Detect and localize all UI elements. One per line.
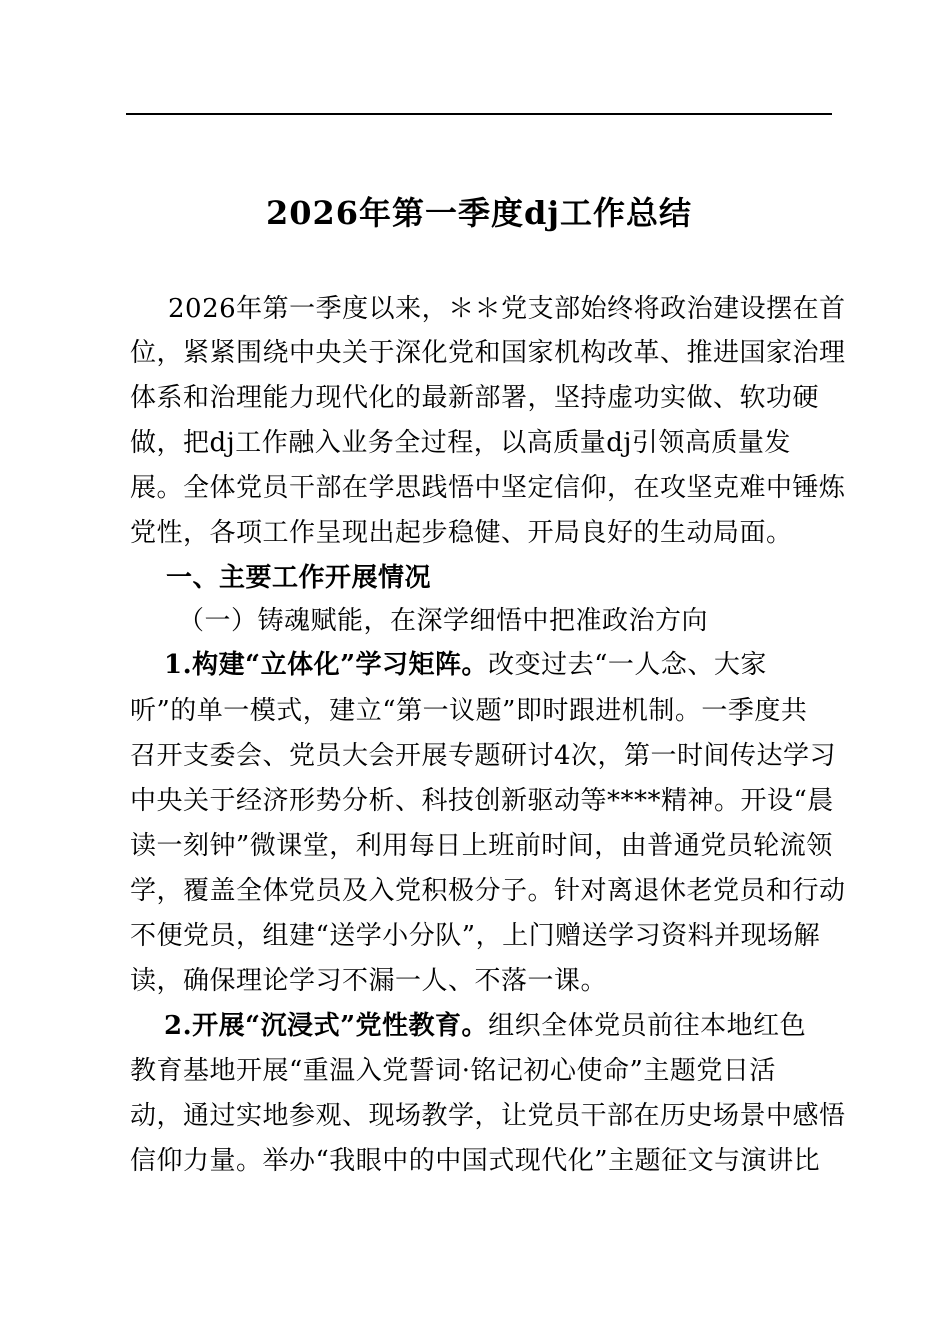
item-1-first-line: [164, 642, 830, 688]
header-rule: [126, 113, 832, 115]
item-2-line-3: 动，通过实地参观、现场教学，让党员干部在历史场景中感悟: [130, 1101, 846, 1131]
intro-line-1: 2026年第一季度以来，＊＊党支部始终将政治建设摆在首: [168, 294, 846, 324]
section-1-heading: 一、主要工作开展情况: [166, 563, 432, 593]
item-1-first-line-rest: 改变过去“一人念、大家: [488, 650, 767, 680]
item-1-line-3: 召开支委会、党员大会开展专题研讨4次，第一时间传达学习: [130, 741, 837, 771]
item-1-line-8: 读，确保理论学习不漏一人、不落一课。: [130, 966, 608, 996]
intro-line-5: 展。全体党员干部在学思践悟中坚定信仰，在攻坚克难中锤炼: [130, 473, 846, 503]
item-1-line-4: 中央关于经济形势分析、科技创新驱动等****精神。开设“晨: [130, 786, 834, 816]
subsection-1-heading: （一）铸魂赋能，在深学细悟中把准政治方向: [178, 606, 709, 636]
item-1-line-7: 不便党员，组建“送学小分队”，上门赠送学习资料并现场解: [130, 921, 821, 951]
item-2-lead: 2.开展“沉浸式”党性教育。: [164, 1011, 489, 1041]
item-1-line-5: 读一刻钟”微课堂，利用每日上班前时间，由普通党员轮流领: [130, 831, 833, 861]
item-1-lead: 1.构建“立体化”学习矩阵。: [164, 650, 489, 680]
item-2-line-2: 教育基地开展“重温入党誓词·铭记初心使命”主题党日活: [130, 1056, 776, 1086]
item-2-line-4: 信仰力量。举办“我眼中的中国式现代化”主题征文与演讲比: [130, 1146, 821, 1176]
intro-line-4: 做，把dj工作融入业务全过程，以高质量dj引领高质量发: [130, 428, 791, 458]
item-1-line-6: 学，覆盖全体党员及入党积极分子。针对离退休老党员和行动: [130, 876, 846, 906]
intro-line-6: 党性，各项工作呈现出起步稳健、开局良好的生动局面。: [130, 518, 793, 548]
item-2-first-line: [164, 1003, 830, 1049]
item-1-line-2: 听”的单一模式，建立“第一议题”即时跟进机制。一季度共: [130, 696, 808, 726]
item-2-first-line-rest: 组织全体党员前往本地红色: [488, 1011, 807, 1041]
intro-line-3: 体系和治理能力现代化的最新部署，坚持虚功实做、软功硬: [130, 383, 820, 413]
document-title: 2026年第一季度dj工作总结: [265, 194, 693, 232]
intro-line-2: 位，紧紧围绕中央关于深化党和国家机构改革、推进国家治理: [130, 338, 846, 368]
